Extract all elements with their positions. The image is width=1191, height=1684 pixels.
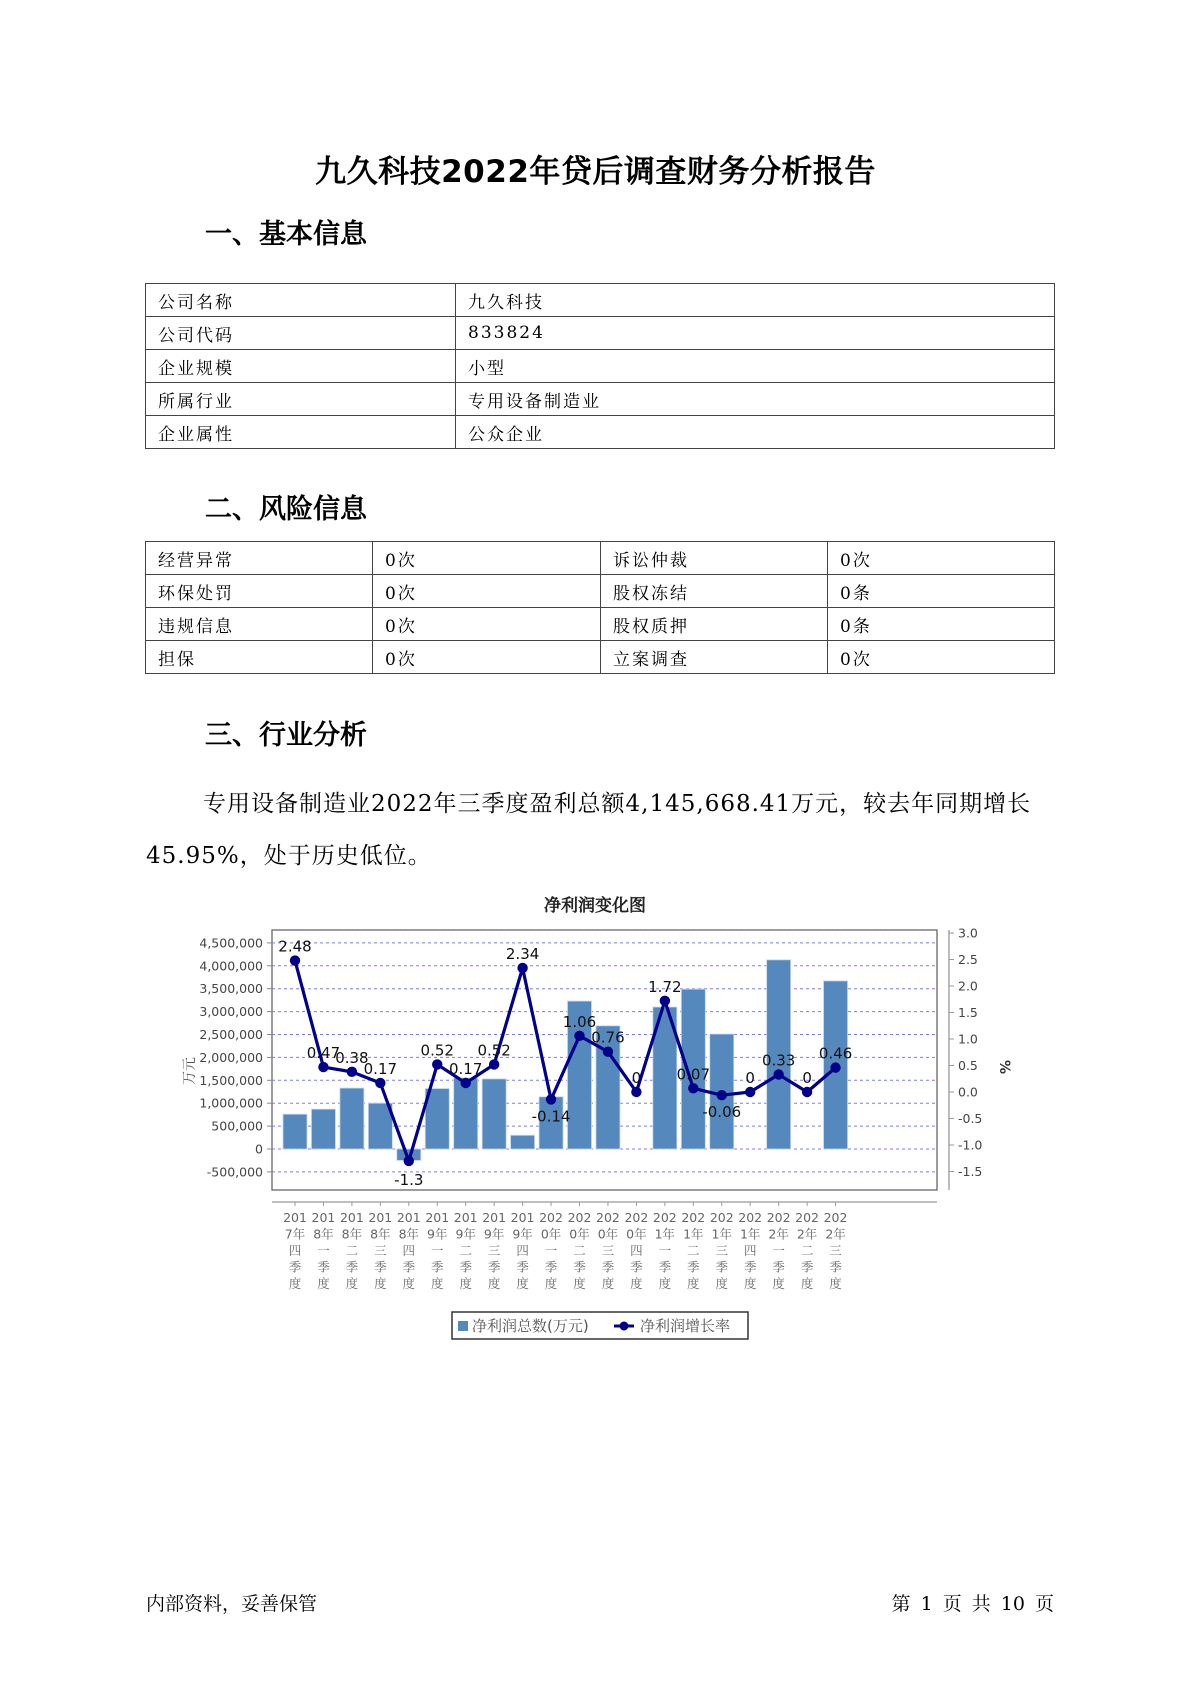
- growth-data-label: 0.07: [676, 1065, 711, 1084]
- x-tick-label: 9年: [483, 1226, 505, 1242]
- x-tick-label: 一: [658, 1243, 672, 1258]
- basic-info-value: 九久科技: [456, 284, 1055, 317]
- y-tick-label: 3,000,000: [199, 1004, 263, 1020]
- x-tick-label: 三: [374, 1243, 387, 1258]
- x-tick-label: 二: [459, 1243, 472, 1258]
- x-tick-label: 季: [601, 1259, 615, 1275]
- y-tick-label: -500,000: [206, 1164, 263, 1180]
- growth-data-label: 0.17: [448, 1059, 483, 1078]
- y-tick-label: 500,000: [211, 1118, 263, 1134]
- risk-info-row: [146, 575, 1055, 608]
- y2-tick-label: 2.5: [958, 952, 978, 967]
- risk-info-value: 0次: [373, 542, 601, 575]
- x-tick-label: 8年: [313, 1226, 334, 1242]
- growth-point: [660, 996, 670, 1006]
- x-tick-label: 9年: [455, 1226, 476, 1242]
- growth-data-label: -1.3: [394, 1170, 424, 1189]
- net-profit-chart: [0, 880, 1191, 1360]
- growth-data-label: 2.48: [278, 937, 312, 956]
- y2-tick-label: -1.0: [958, 1137, 983, 1153]
- x-tick-label: 202: [766, 1210, 791, 1225]
- x-tick-label: 三: [715, 1243, 729, 1258]
- basic-info-row: [146, 416, 1055, 449]
- growth-data-label: 0: [631, 1069, 642, 1087]
- x-tick-label: 度: [402, 1276, 416, 1291]
- x-tick-label: 201: [453, 1210, 478, 1225]
- risk-info-label: 环保处罚: [146, 575, 373, 608]
- x-tick-label: 二: [687, 1243, 700, 1258]
- x-tick-label: 201: [396, 1210, 421, 1225]
- x-tick-label: 0年: [626, 1226, 647, 1242]
- growth-data-label: 0.52: [420, 1041, 454, 1060]
- growth-point: [432, 1059, 442, 1069]
- x-tick-label: 202: [539, 1210, 563, 1225]
- growth-data-label: 2.34: [505, 944, 540, 963]
- x-tick-label: 7年: [284, 1226, 306, 1242]
- y-tick-label: 2,500,000: [199, 1027, 263, 1042]
- footer-confidential-note: 内部资料，妥善保管: [146, 1593, 318, 1615]
- x-tick-label: 202: [596, 1210, 620, 1225]
- bar: [340, 1088, 364, 1149]
- x-tick-label: 季: [743, 1259, 757, 1275]
- x-tick-label: 二: [573, 1243, 586, 1258]
- y-tick-label: 1,000,000: [199, 1095, 263, 1111]
- x-tick-label: 季: [715, 1259, 729, 1275]
- x-tick-label: 1年: [711, 1226, 732, 1242]
- risk-info-value: 0次: [828, 542, 1055, 575]
- y2-axis-label: %: [996, 1059, 1012, 1075]
- y-tick-label: 0: [255, 1141, 263, 1157]
- growth-data-label: 0.76: [591, 1028, 625, 1047]
- chart-legend: [452, 1312, 748, 1339]
- x-tick-label: 0年: [569, 1226, 590, 1242]
- x-tick-label: 201: [339, 1210, 364, 1225]
- y-tick-label: 4,000,000: [199, 958, 263, 974]
- section-heading-industry-analysis: 三、行业分析: [205, 720, 367, 751]
- x-tick-label: 度: [772, 1276, 785, 1291]
- x-tick-label: 四: [402, 1243, 416, 1258]
- basic-info-value: 公众企业: [456, 416, 1055, 449]
- x-tick-label: 202: [681, 1210, 706, 1225]
- y-axis-label: 万元: [182, 1057, 198, 1085]
- growth-data-label: 0: [802, 1069, 812, 1087]
- y2-tick-label: -0.5: [958, 1111, 983, 1126]
- growth-data-label: 0.33: [761, 1051, 796, 1070]
- x-tick-label: 季: [487, 1259, 501, 1275]
- x-tick-label: 季: [402, 1259, 416, 1275]
- x-tick-label: 8年: [398, 1226, 420, 1242]
- x-tick-label: 8年: [370, 1226, 391, 1242]
- legend-line-marker: [620, 1322, 629, 1331]
- x-tick-label: 三: [829, 1243, 842, 1258]
- y2-tick-label: 1.5: [958, 1005, 978, 1020]
- growth-data-label: 0: [745, 1069, 755, 1087]
- x-tick-label: 度: [573, 1276, 586, 1291]
- legend-bar-swatch: [458, 1321, 468, 1331]
- x-tick-label: 8年: [341, 1226, 363, 1242]
- x-tick-label: 202: [567, 1210, 592, 1225]
- growth-point: [546, 1094, 556, 1104]
- risk-info-label: 股权质押: [601, 608, 828, 641]
- growth-data-label: 0.52: [477, 1041, 511, 1060]
- x-tick-label: 二: [800, 1243, 814, 1258]
- x-tick-label: 1年: [654, 1226, 676, 1242]
- x-tick-label: 度: [459, 1276, 472, 1291]
- x-tick-label: 季: [630, 1259, 643, 1275]
- x-tick-label: 度: [630, 1276, 643, 1291]
- x-tick-label: 度: [715, 1276, 729, 1291]
- bar: [311, 1109, 335, 1149]
- y-tick-label: 3,500,000: [199, 981, 263, 997]
- growth-point: [461, 1078, 471, 1088]
- x-tick-label: 201: [425, 1210, 450, 1225]
- x-tick-label: 一: [772, 1243, 785, 1258]
- basic-info-table: [145, 283, 1055, 449]
- section-heading-basic-info: 一、基本信息: [205, 219, 367, 250]
- growth-point: [489, 1059, 499, 1069]
- x-tick-label: 202: [624, 1210, 649, 1225]
- basic-info-label: 企业属性: [146, 416, 456, 449]
- x-tick-label: 201: [311, 1210, 336, 1225]
- bar: [511, 1135, 535, 1149]
- growth-data-label: -0.06: [702, 1103, 742, 1122]
- x-tick-label: 度: [374, 1276, 387, 1291]
- basic-info-label: 公司名称: [146, 284, 456, 317]
- risk-info-value: 0条: [828, 575, 1055, 608]
- growth-data-label: 1.06: [562, 1012, 597, 1031]
- x-tick-label: 季: [459, 1259, 472, 1275]
- x-tick-label: 度: [345, 1276, 359, 1291]
- x-tick-label: 202: [795, 1210, 820, 1225]
- x-tick-label: 季: [687, 1259, 700, 1275]
- legend-bar-label: 净利润总数(万元): [472, 1317, 589, 1335]
- basic-info-value: 833824: [456, 317, 1055, 350]
- growth-point: [603, 1047, 613, 1057]
- x-tick-label: 一: [317, 1243, 330, 1258]
- risk-info-label: 股权冻结: [601, 575, 828, 608]
- y2-tick-label: 0.0: [958, 1084, 978, 1100]
- risk-info-label: 违规信息: [146, 608, 373, 641]
- x-tick-label: 度: [743, 1276, 757, 1291]
- x-tick-label: 度: [658, 1276, 672, 1291]
- report-title: 九久科技2022年贷后调查财务分析报告: [315, 154, 876, 190]
- section-heading-risk-info: 二、风险信息: [205, 494, 367, 525]
- x-tick-label: 一: [544, 1243, 558, 1258]
- x-tick-label: 季: [573, 1259, 586, 1275]
- x-tick-label: 季: [374, 1259, 387, 1275]
- basic-info-label: 企业规模: [146, 350, 456, 383]
- x-tick-label: 度: [516, 1276, 529, 1291]
- growth-point: [318, 1062, 328, 1072]
- x-tick-label: 季: [544, 1259, 558, 1275]
- growth-point: [717, 1090, 727, 1100]
- risk-info-row: [146, 608, 1055, 641]
- growth-point: [745, 1087, 755, 1097]
- x-tick-label: 度: [288, 1276, 302, 1291]
- basic-info-label: 所属行业: [146, 383, 456, 416]
- chart-title: 净利润变化图: [544, 896, 646, 916]
- x-tick-label: 2年: [768, 1226, 789, 1242]
- growth-data-label: 1.72: [648, 977, 682, 996]
- risk-info-value: 0次: [373, 575, 601, 608]
- x-tick-label: 季: [800, 1259, 814, 1275]
- x-tick-label: 202: [823, 1210, 848, 1225]
- bar: [482, 1079, 506, 1149]
- footer-page-number: 第 1 页 共 10 页: [891, 1593, 1054, 1615]
- growth-point: [802, 1087, 812, 1097]
- growth-data-label: 0.17: [363, 1059, 398, 1078]
- x-tick-label: 度: [601, 1276, 615, 1291]
- x-tick-label: 一: [430, 1243, 444, 1258]
- x-tick-label: 季: [430, 1259, 444, 1275]
- x-tick-label: 度: [829, 1276, 842, 1291]
- x-tick-label: 2年: [796, 1226, 818, 1242]
- y2-tick-label: 0.5: [958, 1058, 978, 1073]
- x-tick-label: 0年: [597, 1226, 619, 1242]
- growth-point: [517, 963, 527, 973]
- x-tick-label: 三: [487, 1243, 501, 1258]
- x-tick-label: 202: [738, 1210, 763, 1225]
- basic-info-value: 小型: [456, 350, 1055, 383]
- growth-data-label: -0.14: [531, 1107, 571, 1126]
- x-tick-label: 季: [772, 1259, 785, 1275]
- x-tick-label: 0年: [540, 1226, 562, 1242]
- x-tick-label: 四: [516, 1243, 529, 1258]
- x-tick-label: 201: [283, 1210, 307, 1225]
- x-tick-label: 度: [430, 1276, 444, 1291]
- basic-info-row: [146, 317, 1055, 350]
- x-tick-label: 度: [687, 1276, 700, 1291]
- y2-tick-label: -1.5: [958, 1164, 983, 1179]
- basic-info-value: 专用设备制造业: [456, 383, 1055, 416]
- x-tick-label: 201: [368, 1210, 393, 1225]
- x-tick-label: 季: [516, 1259, 529, 1275]
- risk-info-label: 立案调查: [601, 641, 828, 674]
- basic-info-row: [146, 383, 1055, 416]
- basic-info-row: [146, 284, 1055, 317]
- x-tick-label: 季: [317, 1259, 330, 1275]
- x-tick-label: 201: [510, 1210, 535, 1225]
- risk-info-label: 经营异常: [146, 542, 373, 575]
- y2-tick-label: 1.0: [958, 1031, 978, 1047]
- x-tick-label: 9年: [427, 1226, 448, 1242]
- risk-info-value: 0次: [373, 608, 601, 641]
- y-tick-label: 4,500,000: [199, 935, 263, 951]
- x-tick-label: 1年: [739, 1226, 761, 1242]
- x-tick-label: 四: [743, 1243, 757, 1258]
- x-tick-label: 季: [288, 1259, 302, 1275]
- risk-info-value: 0条: [828, 608, 1055, 641]
- y-tick-label: 1,500,000: [199, 1072, 263, 1088]
- industry-analysis-paragraph: 专用设备制造业2022年三季度盈利总额4,145,668.41万元，较去年同期增长45.95%，处于历史低位。: [146, 791, 1032, 869]
- growth-point: [773, 1069, 783, 1079]
- x-tick-label: 二: [345, 1243, 359, 1258]
- growth-point: [290, 955, 300, 965]
- x-tick-label: 度: [544, 1276, 558, 1291]
- x-tick-label: 四: [630, 1243, 643, 1258]
- y2-tick-label: 3.0: [958, 925, 978, 941]
- y-tick-label: 2,000,000: [199, 1049, 263, 1065]
- x-tick-label: 度: [800, 1276, 814, 1291]
- basic-info-row: [146, 350, 1055, 383]
- x-tick-label: 201: [482, 1210, 507, 1225]
- growth-data-label: 0.38: [335, 1048, 369, 1067]
- growth-point: [830, 1062, 840, 1072]
- risk-info-row: [146, 641, 1055, 674]
- x-tick-label: 季: [829, 1259, 842, 1275]
- risk-info-label: 担保: [146, 641, 373, 674]
- risk-info-row: [146, 542, 1055, 575]
- risk-info-table: [145, 541, 1055, 674]
- x-tick-label: 四: [288, 1243, 302, 1258]
- y2-tick-label: 2.0: [958, 978, 978, 994]
- growth-point: [631, 1087, 641, 1097]
- x-tick-label: 度: [487, 1276, 501, 1291]
- bar: [283, 1114, 307, 1149]
- x-tick-label: 9年: [512, 1226, 533, 1242]
- growth-data-label: 0.47: [306, 1044, 341, 1063]
- growth-point: [574, 1031, 584, 1041]
- growth-point: [688, 1083, 698, 1093]
- risk-info-value: 0次: [828, 641, 1055, 674]
- x-tick-label: 202: [652, 1210, 677, 1225]
- x-tick-label: 三: [601, 1243, 615, 1258]
- legend-line-label: 净利润增长率: [640, 1317, 731, 1335]
- x-tick-label: 2年: [825, 1226, 846, 1242]
- x-tick-label: 1年: [683, 1226, 704, 1242]
- basic-info-label: 公司代码: [146, 317, 456, 350]
- risk-info-value: 0次: [373, 641, 601, 674]
- growth-data-label: 0.46: [818, 1044, 853, 1063]
- risk-info-label: 诉讼仲裁: [601, 542, 828, 575]
- x-tick-label: 度: [317, 1276, 330, 1291]
- x-tick-label: 202: [709, 1210, 734, 1225]
- growth-point: [404, 1156, 414, 1166]
- x-tick-label: 季: [345, 1259, 359, 1275]
- x-tick-label: 季: [658, 1259, 672, 1275]
- growth-point: [347, 1067, 357, 1077]
- bar: [454, 1078, 478, 1149]
- growth-point: [375, 1078, 385, 1088]
